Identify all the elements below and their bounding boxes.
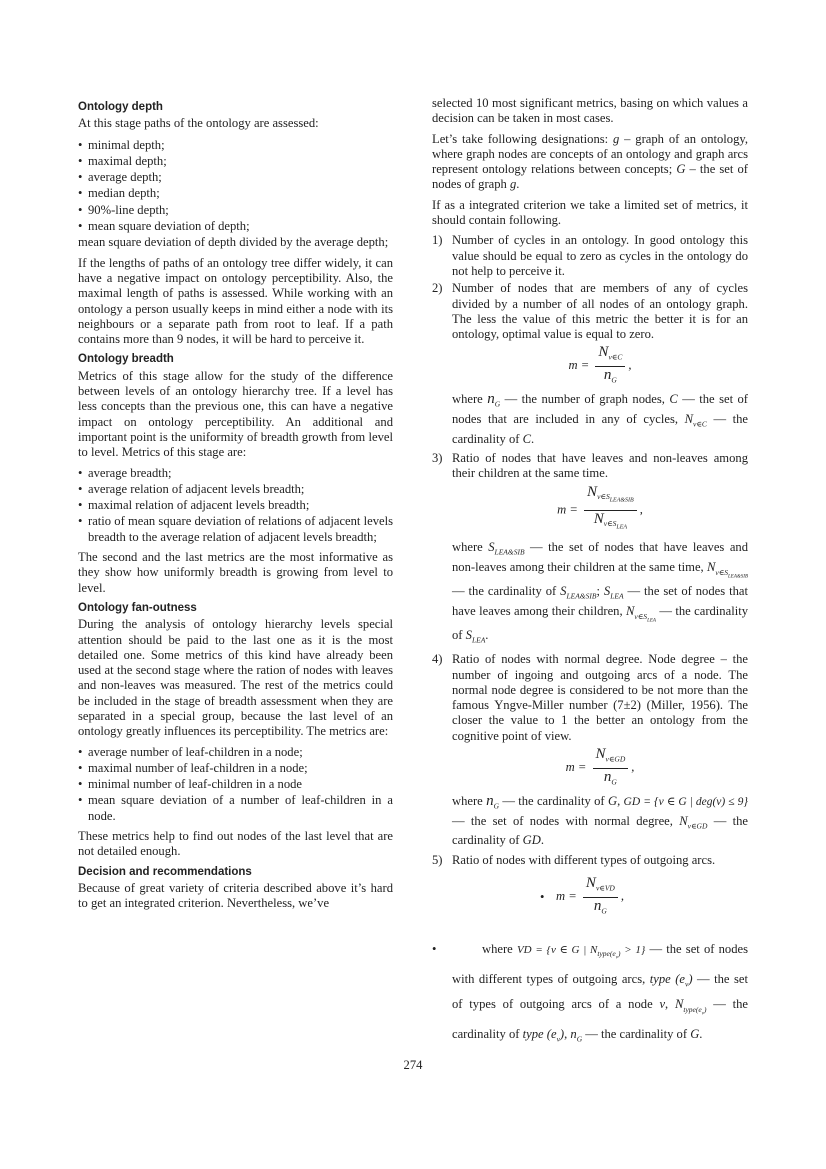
text: — the set of types of outgoing arcs of a node	[452, 971, 748, 1012]
formula-cycle-ratio	[452, 345, 748, 388]
criterion-paragraph: If as a integrated criterion we take a limited set of metrics, it should contain following.	[432, 197, 748, 228]
formula-lhs: m =	[557, 502, 578, 517]
sub: G	[601, 906, 607, 916]
bullet-icon: •	[540, 889, 545, 904]
list-item: • average depth;	[78, 170, 393, 185]
breadth-after: The second and the last metrics are the most informative as they show how uniformly breadth is growing from level to level.	[78, 550, 393, 595]
sym: n	[603, 367, 612, 384]
sub-text: )	[703, 1004, 707, 1014]
sym: N	[595, 746, 606, 763]
sub: G	[494, 399, 501, 409]
math-g: g	[510, 177, 517, 192]
sym: type (e	[522, 1027, 557, 1042]
decision-paragraph: Because of great variety of criteria described above it’s hard to get an integrated criterion. Nevertheless, we’ve	[78, 880, 393, 911]
sym: n	[593, 897, 602, 914]
list-item: • mean square deviation of depth;	[78, 219, 393, 234]
list-item: • maximal number of leaf-children in a node;	[78, 761, 393, 776]
text: .	[540, 833, 544, 848]
item-number: 3)	[432, 451, 443, 465]
sym: C	[522, 431, 532, 446]
text: where	[452, 540, 489, 555]
metric-item-1	[432, 233, 748, 279]
text: — the set of nodes that have leaves and non-leaves among their children at the same time,	[452, 540, 748, 575]
sub: LEA	[471, 635, 486, 645]
denominator	[595, 367, 625, 388]
sym: )	[559, 1027, 565, 1042]
bullet-icon: •	[432, 941, 437, 956]
item-number: 5)	[432, 852, 443, 867]
sub: v∈C	[608, 352, 623, 362]
text: — the cardinality of	[452, 813, 748, 848]
sym: N	[585, 874, 596, 891]
sub: v	[684, 979, 689, 989]
formula-tail: ,	[628, 358, 632, 373]
list-item: • maximal depth;	[78, 154, 393, 169]
sub	[597, 949, 621, 961]
metric-item-4	[432, 652, 748, 848]
sym: N	[598, 344, 609, 361]
fraction	[595, 345, 625, 388]
formula-lhs: m =	[556, 889, 577, 904]
list-item: • ratio of mean square deviation of relations of adjacent levels breadth to the average relation of adjacent levels breadth;	[78, 514, 393, 545]
breadth-paragraph: Metrics of this stage allow for the study of the difference between levels of an ontology hierarchy tree. If a level has less concepts than the previous one, this can have a negative impact on ontology perceptibility. An additional and important point is the uniformity of breadth growth from level to level. Metrics of this stage are:	[78, 368, 393, 460]
sym: N	[593, 510, 604, 527]
list-item: • median depth;	[78, 186, 393, 201]
formula-lhs: m =	[565, 760, 587, 775]
item-text: Number of nodes that are members of any of cycles divided by a number of all nodes of an ontology graph. The less the value of this metric the better it is for an ontology, optimal value is equal to zero.	[452, 281, 748, 342]
text: ,	[617, 793, 621, 808]
metric-item-2	[432, 281, 748, 447]
formula-tail: ,	[631, 760, 635, 775]
heading-ontology-fan-outness: Ontology fan-outness	[78, 601, 197, 614]
item-number: 1)	[432, 233, 443, 248]
numerator	[584, 485, 637, 511]
sym: N	[684, 411, 693, 426]
math-g: g	[613, 131, 620, 146]
sub: G	[493, 801, 500, 811]
where-cycle	[452, 392, 748, 447]
sym: GD	[522, 833, 541, 848]
text: — the cardinality of	[452, 997, 748, 1042]
subsub: LEA&SIB	[728, 574, 748, 580]
formula-tail: ,	[620, 889, 624, 904]
sub: v	[556, 1034, 560, 1044]
text: where	[452, 392, 488, 407]
sym: n	[570, 1027, 577, 1042]
text: ,	[564, 1027, 571, 1042]
subsub: v	[615, 955, 618, 961]
sub: G	[576, 1034, 583, 1044]
sym: type (e	[649, 971, 685, 986]
text: .	[531, 431, 535, 446]
text: — the cardinality of	[452, 411, 748, 446]
fraction	[593, 747, 629, 790]
text: ;	[596, 584, 604, 599]
list-item: • average number of leaf-children in a node;	[78, 745, 393, 760]
item-text: Ratio of nodes with normal degree. Node degree – the number of ingoing and outgoing arcs of a node. The normal node degree is considered to be not more than the famous Yngve-Miller number (7±2) (Miller, 1956). The closer the value to 1 the better an ontology from the cognitive point of view.	[452, 652, 748, 743]
depth-after: mean square deviation of depth divided by the average depth;	[78, 235, 389, 250]
fraction	[584, 485, 637, 537]
sym: N	[626, 604, 635, 619]
numerator	[583, 876, 618, 898]
sym: N	[679, 813, 688, 828]
sub-text: v∈S	[634, 611, 648, 621]
numerator	[595, 345, 625, 367]
fan-paragraph: During the analysis of ontology hierarchy levels special attention should be paid to the last one as it is the most detailed one. Some metrics of this kind have already been used at the second stage where the ration of nodes with leaves and non-leaves was measured. The rest of the metrics could be included in the stage of breadth assessment when they are separated in a special group, because the last level of an ontology greatly influences its perceptibility. The metrics are:	[78, 617, 393, 739]
denominator	[583, 898, 618, 919]
subsub: LEA	[647, 618, 656, 624]
text: .	[516, 177, 520, 192]
left-column	[78, 96, 393, 917]
text: — the cardinality of	[502, 793, 608, 808]
depth-list	[78, 138, 393, 235]
sym: S	[603, 584, 611, 599]
item-text: Ratio of nodes that have leaves and non-leaves among their children at the same time.	[452, 451, 748, 481]
where-leaf	[452, 540, 748, 648]
sub-text: v∈S	[597, 492, 610, 502]
formula-lhs: m =	[568, 358, 590, 373]
breadth-list	[78, 466, 393, 545]
metrics-list	[432, 233, 748, 868]
sub	[634, 611, 656, 624]
heading-decision: Decision and recommendations	[78, 865, 252, 878]
where-degree	[452, 794, 748, 849]
sub: v∈GD	[605, 754, 626, 764]
item-number: 4)	[432, 652, 443, 667]
heading-ontology-depth: Ontology depth	[78, 101, 163, 113]
designations-paragraph	[432, 132, 748, 193]
list-item: • 90%-line depth;	[78, 203, 393, 218]
sym: S	[465, 628, 472, 643]
sym: v	[659, 997, 666, 1012]
list-item: • minimal depth;	[78, 138, 393, 153]
list-item: • average breadth;	[78, 466, 393, 481]
formula-leaf-ratio	[452, 485, 748, 537]
text: — the cardinality of	[452, 584, 561, 599]
denominator	[593, 769, 629, 790]
sym: n	[487, 391, 495, 408]
sub: LEA&SIB	[566, 591, 597, 601]
sym: N	[587, 483, 598, 500]
sub: v∈VD	[595, 883, 615, 893]
sub: v∈C	[693, 419, 707, 429]
sub	[715, 567, 748, 580]
formula-degree-ratio	[452, 747, 748, 790]
fan-list	[78, 745, 393, 824]
set-definition: VD = {v ∈ G | N	[516, 943, 598, 956]
item-text: Ratio of nodes with different types of outgoing arcs.	[452, 852, 716, 867]
right-p1: selected 10 most significant metrics, basing on which values a decision can be taken in most cases.	[432, 96, 748, 126]
text: .	[485, 628, 489, 643]
sub: LEA	[610, 591, 624, 601]
text: — the set of nodes that have leaves among their children,	[452, 584, 748, 619]
page-number: 274	[403, 1058, 423, 1072]
text: — the cardinality of	[582, 1027, 691, 1042]
text: — the set of nodes with normal degree,	[452, 813, 680, 828]
formula-arc-types-ratio	[432, 876, 748, 919]
subsub: LEA&SIB	[609, 497, 634, 504]
right-column	[432, 96, 748, 1054]
text: .	[699, 1027, 703, 1042]
subsub: v	[701, 1011, 704, 1017]
sym: S	[560, 584, 567, 599]
metric-item-3	[432, 451, 748, 648]
sym: C	[669, 392, 678, 407]
item-text: Number of cycles in an ontology. In good ontology this value should be equal to zero as cycles in the ontology do not help to perceive it.	[452, 233, 748, 278]
text: where	[482, 941, 517, 956]
sub	[597, 492, 634, 504]
math-G: G	[676, 162, 686, 177]
subsub: LEA	[616, 524, 628, 531]
text: — the number of graph nodes,	[500, 392, 670, 407]
denominator	[584, 511, 637, 536]
sym: n	[486, 792, 494, 809]
where-arc-types	[432, 939, 748, 1050]
fraction	[583, 876, 618, 919]
text: – the set of nodes of graph	[432, 162, 748, 192]
sub-text: v∈S	[603, 519, 617, 529]
set-definition: GD = {v ∈ G | deg(v) ≤ 9}	[623, 795, 748, 808]
sub-text: type(e	[683, 1004, 702, 1014]
sym: n	[603, 768, 612, 785]
text: — the set of nodes with different types of outgoing arcs,	[452, 941, 748, 986]
sym: )	[688, 971, 693, 986]
list-item: • mean square deviation of a number of leaf-children in a node.	[78, 793, 393, 824]
heading-ontology-breadth: Ontology breadth	[78, 353, 174, 366]
sub: G	[611, 375, 617, 385]
sub-text: v∈S	[715, 567, 728, 577]
list-item: • maximal relation of adjacent levels breadth;	[78, 498, 393, 513]
sym: S	[488, 540, 495, 555]
text: — the set of nodes that are included in any of cycles,	[452, 392, 749, 426]
text: – graph of an ontology, where graph nodes are concepts of an ontology and graph arcs represent ontology relations between concepts;	[432, 131, 749, 177]
sym: N	[674, 997, 684, 1012]
metric-item-5	[432, 853, 748, 868]
sub	[603, 519, 628, 531]
text: ,	[665, 997, 675, 1012]
list-item: • average relation of adjacent levels breadth;	[78, 482, 393, 497]
text: Let’s take following designations:	[432, 131, 613, 146]
sub: G	[611, 777, 617, 787]
sub-text: )	[617, 949, 621, 959]
depth-intro: At this stage paths of the ontology are assessed:	[78, 116, 319, 131]
text: where	[452, 793, 483, 808]
depth-paragraph: If the lengths of paths of an ontology tree differ widely, it can have a negative impact on ontology perceptibility. Also, the maximal length of paths is assessed. While working with an ontology a person usually keeps in mind either a node with its neighbours or a separate path from root to leaf. If a path contains more than 9 nodes, it will be hard to perceive it.	[78, 255, 393, 347]
formula-tail: ,	[639, 502, 643, 517]
set-definition-end: > 1}	[620, 943, 646, 956]
sub: LEA&SIB	[494, 547, 525, 557]
list-item: • minimal number of leaf-children in a node	[78, 777, 393, 792]
fan-after: These metrics help to find out nodes of the last level that are not detailed enough.	[78, 829, 393, 859]
sym: G	[607, 793, 618, 808]
sub: v∈GD	[687, 821, 708, 831]
sub	[683, 1004, 707, 1017]
sym: N	[706, 560, 716, 575]
item-number: 2)	[432, 281, 443, 296]
sym: G	[690, 1027, 700, 1042]
numerator	[593, 747, 629, 769]
sub-text: type(e	[597, 949, 616, 959]
text: — the cardinality of	[452, 604, 748, 643]
